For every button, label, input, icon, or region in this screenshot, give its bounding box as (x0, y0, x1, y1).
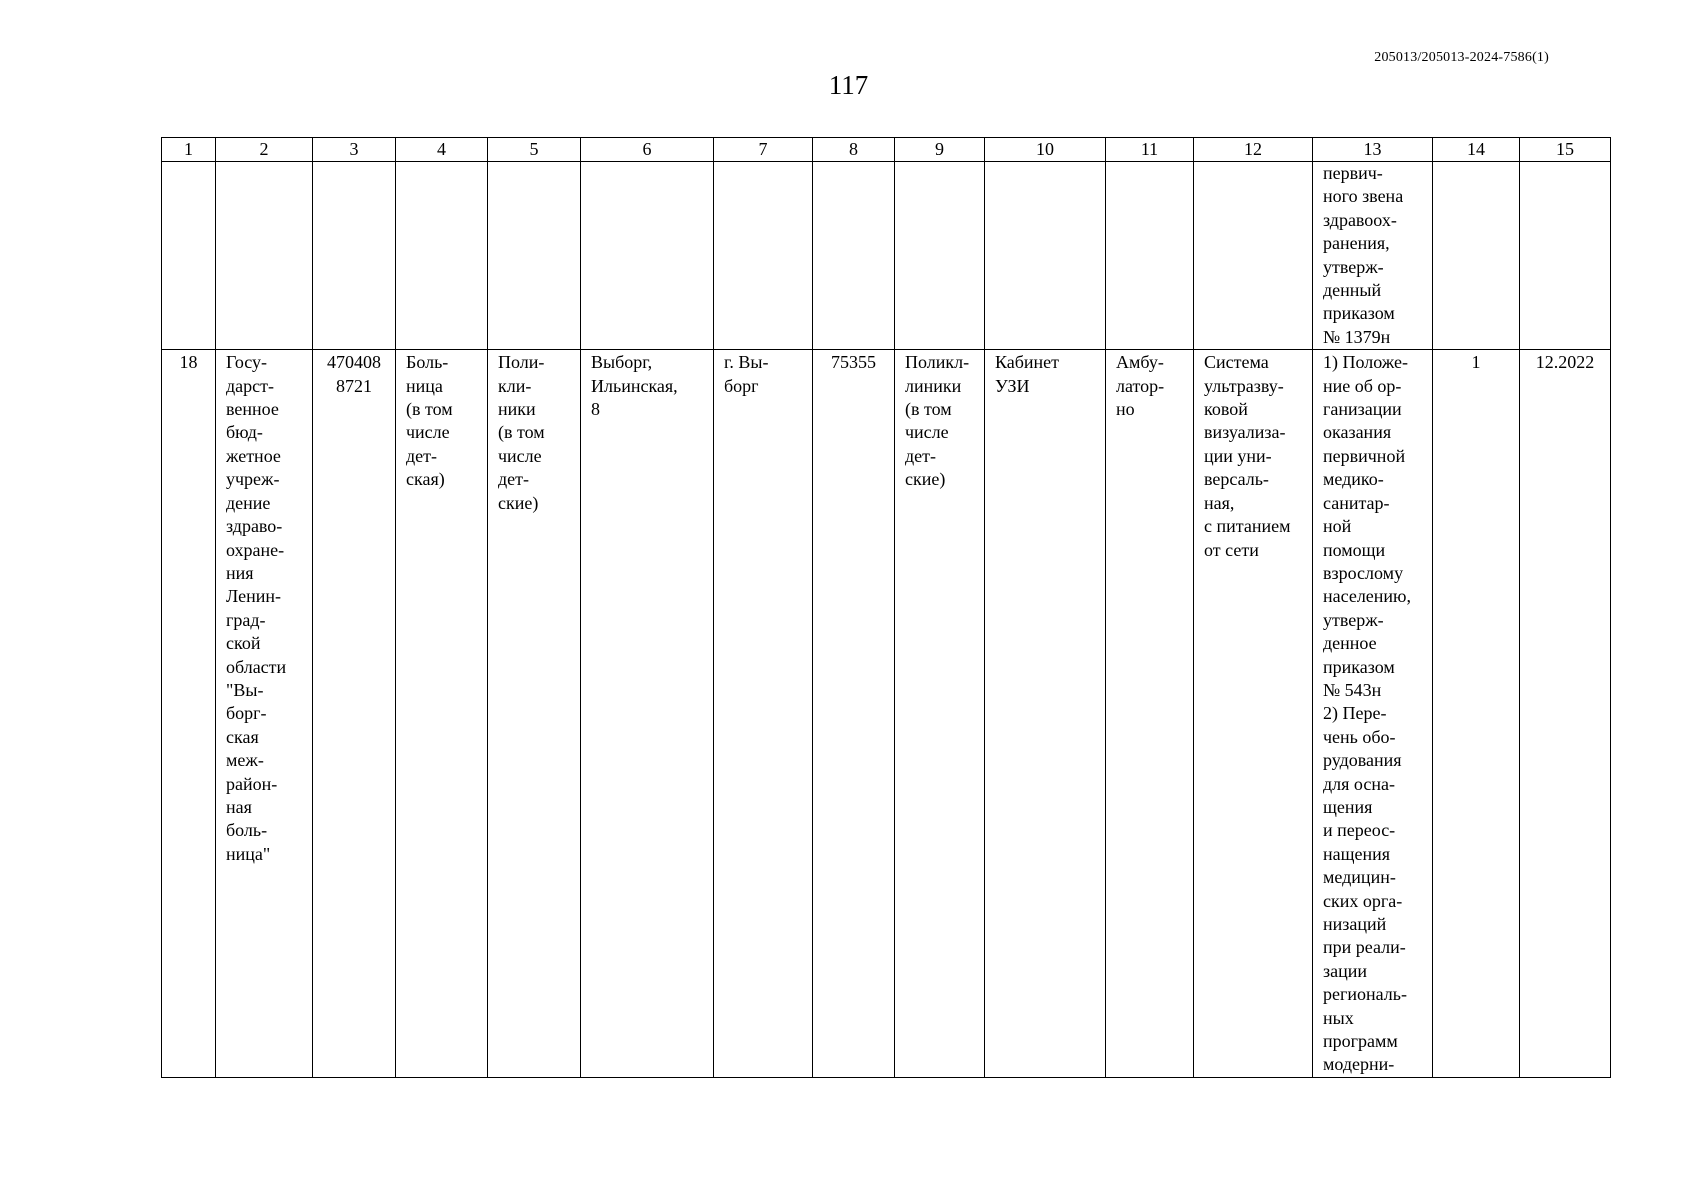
column-number: 8 (813, 138, 895, 162)
cell-text: Система ультразву- ковой визуализа- ции уни- версаль- ная, с питанием от сети (1204, 352, 1291, 560)
equipment-table (161, 137, 1611, 1078)
date-cell (1520, 350, 1611, 1078)
table-cell (581, 162, 714, 350)
table-cell (985, 350, 1106, 1078)
row-number-cell (162, 350, 216, 1078)
table-cell (1106, 162, 1194, 350)
page-number: 117 (828, 70, 869, 100)
column-number: 6 (581, 138, 714, 162)
column-number-row (162, 138, 1611, 162)
cell-text: 1) Положе- ние об ор- ганизации оказания первичной медико- санитар- ной помощи взрослому населению, утверж- денное приказом № 543н 2) Пере- чень обо- рудования для осна- щения и переос- нащения медицин- ских орга- низаций при реали- зации региональ- ных программ модерни- (1323, 352, 1412, 1075)
table-cell (714, 162, 813, 350)
table-cell (1433, 162, 1520, 350)
column-number: 3 (313, 138, 396, 162)
table-cell (488, 162, 581, 350)
column-number: 4 (396, 138, 488, 162)
table-cell (1313, 162, 1433, 350)
regulation-cell (1313, 350, 1433, 1078)
cell-text: Выборг, Ильинская, 8 (591, 352, 678, 420)
table-cell (1106, 350, 1194, 1078)
table-cell (985, 162, 1106, 350)
column-number: 7 (714, 138, 813, 162)
cell-text: Поли- кли- ники (в том числе дет- ские) (498, 352, 545, 513)
cell-text: Кабинет УЗИ (995, 352, 1060, 396)
column-number: 11 (1106, 138, 1194, 162)
table-cell (162, 162, 216, 350)
table-cell (1194, 162, 1313, 350)
column-number: 14 (1433, 138, 1520, 162)
table-cell (488, 350, 581, 1078)
column-number: 1 (162, 138, 216, 162)
cell-text: 18 (179, 352, 198, 373)
column-number: 12 (1194, 138, 1313, 162)
table-row (162, 350, 1611, 1078)
cell-text: Поликл- линики (в том числе дет- ские) (905, 352, 970, 490)
cell-text: г. Вы- борг (724, 352, 769, 396)
column-number: 13 (1313, 138, 1433, 162)
city-cell (714, 350, 813, 1078)
column-number: 9 (895, 138, 985, 162)
address-cell (581, 350, 714, 1078)
table-row (162, 162, 1611, 350)
column-number: 15 (1520, 138, 1611, 162)
cell-text: 470408 8721 (327, 352, 381, 396)
cell-text: первич- ного звена здравоох- ранения, утверж- денный приказом № 1379н (1323, 163, 1404, 347)
cell-text: Госу- дарст- венное бюд- жетное учреж- дение здраво- охране- ния Ленин- град- ской области "Вы- борг- ская меж- район- ная боль- ница" (226, 352, 287, 864)
cell-text: 12.2022 (1535, 352, 1595, 373)
column-number: 5 (488, 138, 581, 162)
cell-text: Боль- ница (в том числе дет- ская) (406, 352, 453, 490)
column-number: 2 (216, 138, 313, 162)
institution-cell (216, 350, 313, 1078)
document-id: 205013/205013-2024-7586(1) (1374, 50, 1549, 65)
table-cell (813, 162, 895, 350)
column-number: 10 (985, 138, 1106, 162)
table-cell (216, 162, 313, 350)
cell-text: Амбу- латор- но (1116, 352, 1165, 420)
table-cell (895, 162, 985, 350)
table-cell (1520, 162, 1611, 350)
quantity-cell (1433, 350, 1520, 1078)
table-cell (396, 162, 488, 350)
cell-text: 75355 (831, 352, 876, 373)
equipment-cell (1194, 350, 1313, 1078)
cell-text: 1 (1471, 352, 1481, 373)
table-cell (396, 350, 488, 1078)
table-cell (313, 162, 396, 350)
table-cell (895, 350, 985, 1078)
inn-cell (313, 350, 396, 1078)
code-cell (813, 350, 895, 1078)
